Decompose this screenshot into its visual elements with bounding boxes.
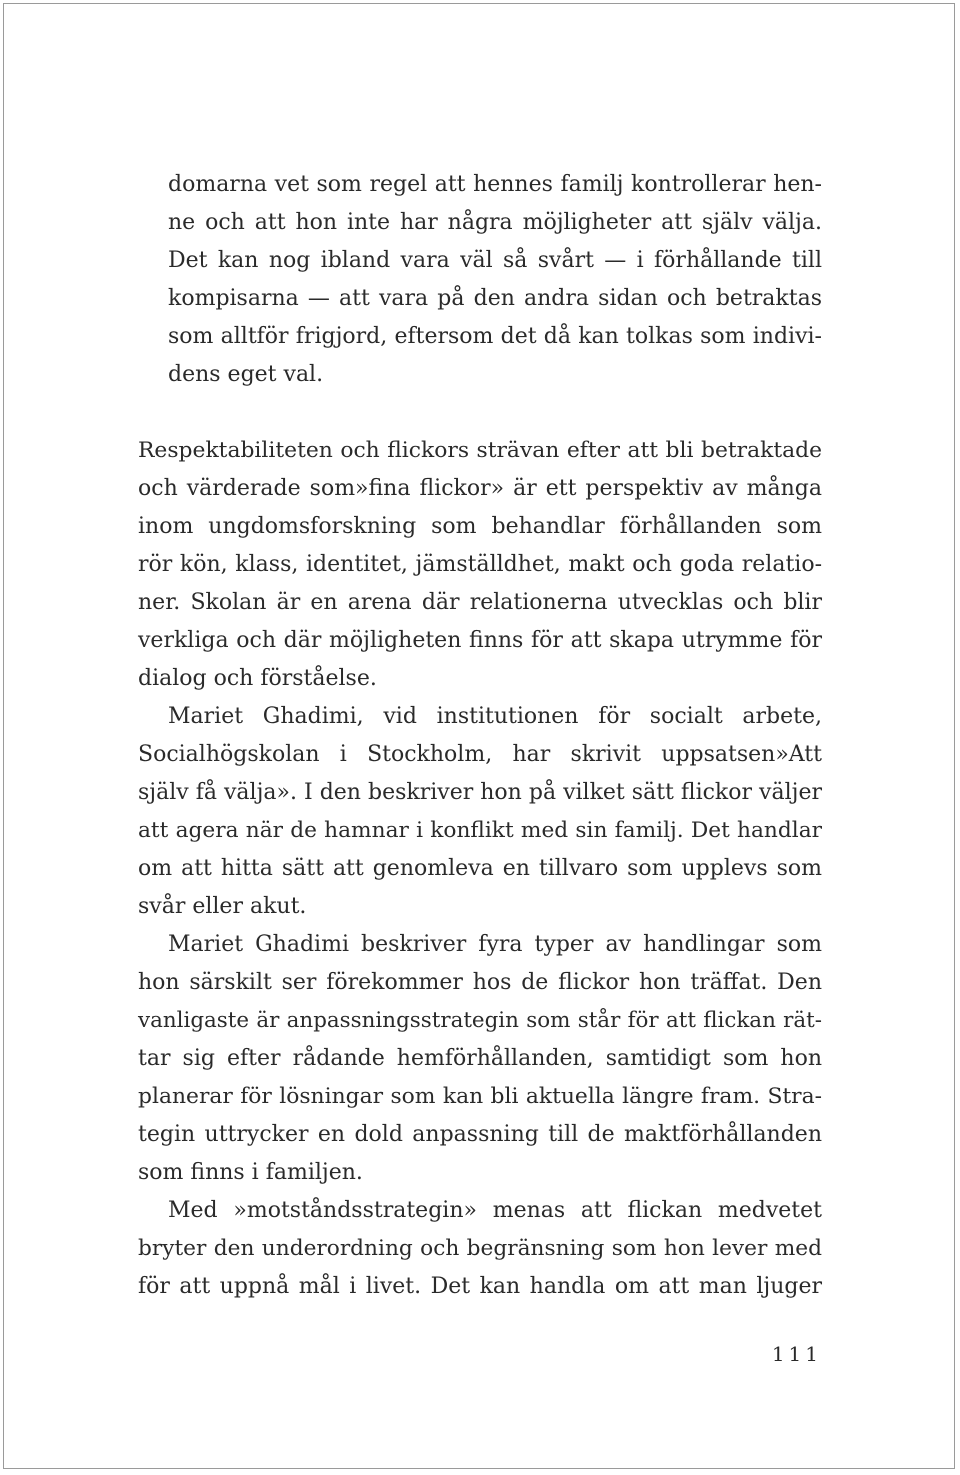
text-line: tegin uttrycker en dold anpassning till de maktförhållanden <box>138 1122 822 1147</box>
text-line: dens eget val. <box>168 362 324 387</box>
text-line: som alltför frigjord, eftersom det då kan tolkas som indivi- <box>168 324 822 349</box>
text-line: själv få välja». I den beskriver hon på vilket sätt flickor väljer <box>138 780 822 805</box>
text-line: inom ungdomsforskning som behandlar förhållanden som <box>138 514 822 539</box>
text-line: Mariet Ghadimi beskriver fyra typer av handlingar som <box>168 932 822 957</box>
text-line: vanligaste är anpassningsstrategin som står för att flickan rät- <box>138 1008 822 1033</box>
text-line: och värderade som»fina flickor» är ett perspektiv av många <box>138 476 822 501</box>
text-line: Mariet Ghadimi, vid institutionen för socialt arbete, <box>168 704 822 729</box>
text-line: Med »motståndsstrategin» menas att flickan medvetet <box>168 1198 822 1223</box>
text-line: Det kan nog ibland vara väl så svårt — i förhållande till <box>168 248 822 273</box>
page-number: 111 <box>771 1342 822 1366</box>
text-line: att agera när de hamnar i konflikt med sin familj. Det handlar <box>138 818 822 843</box>
text-line: för att uppnå mål i livet. Det kan handla om att man ljuger <box>138 1274 822 1299</box>
text-line: planerar för lösningar som kan bli aktuella längre fram. Stra- <box>138 1084 822 1109</box>
text-line: om att hitta sätt att genomleva en tillvaro som upplevs som <box>138 856 822 881</box>
text-line: bryter den underordning och begränsning som hon lever med <box>138 1236 822 1261</box>
text-line: verkliga och där möjligheten finns för att skapa utrymme för <box>138 628 822 653</box>
text-line: dialog och förståelse. <box>138 666 377 691</box>
text-line: ne och att hon inte har några möjligheter att själv välja. <box>168 210 822 235</box>
text-line: tar sig efter rådande hemförhållanden, samtidigt som hon <box>138 1046 822 1071</box>
text-line: ner. Skolan är en arena där relationerna utvecklas och blir <box>138 590 822 615</box>
text-line: domarna vet som regel att hennes familj kontrollerar hen- <box>168 172 822 197</box>
text-line: hon särskilt ser förekommer hos de flickor hon träffat. Den <box>138 970 822 995</box>
text-line: rör kön, klass, identitet, jämställdhet, makt och goda relatio- <box>138 552 822 577</box>
text-line: Socialhögskolan i Stockholm, har skrivit uppsatsen»Att <box>138 742 822 767</box>
text-line: kompisarna — att vara på den andra sidan och betraktas <box>168 286 822 311</box>
text-line: som finns i familjen. <box>138 1160 363 1185</box>
text-line: svår eller akut. <box>138 894 307 919</box>
text-line: Respektabiliteten och flickors strävan efter att bli betraktade <box>138 438 822 463</box>
